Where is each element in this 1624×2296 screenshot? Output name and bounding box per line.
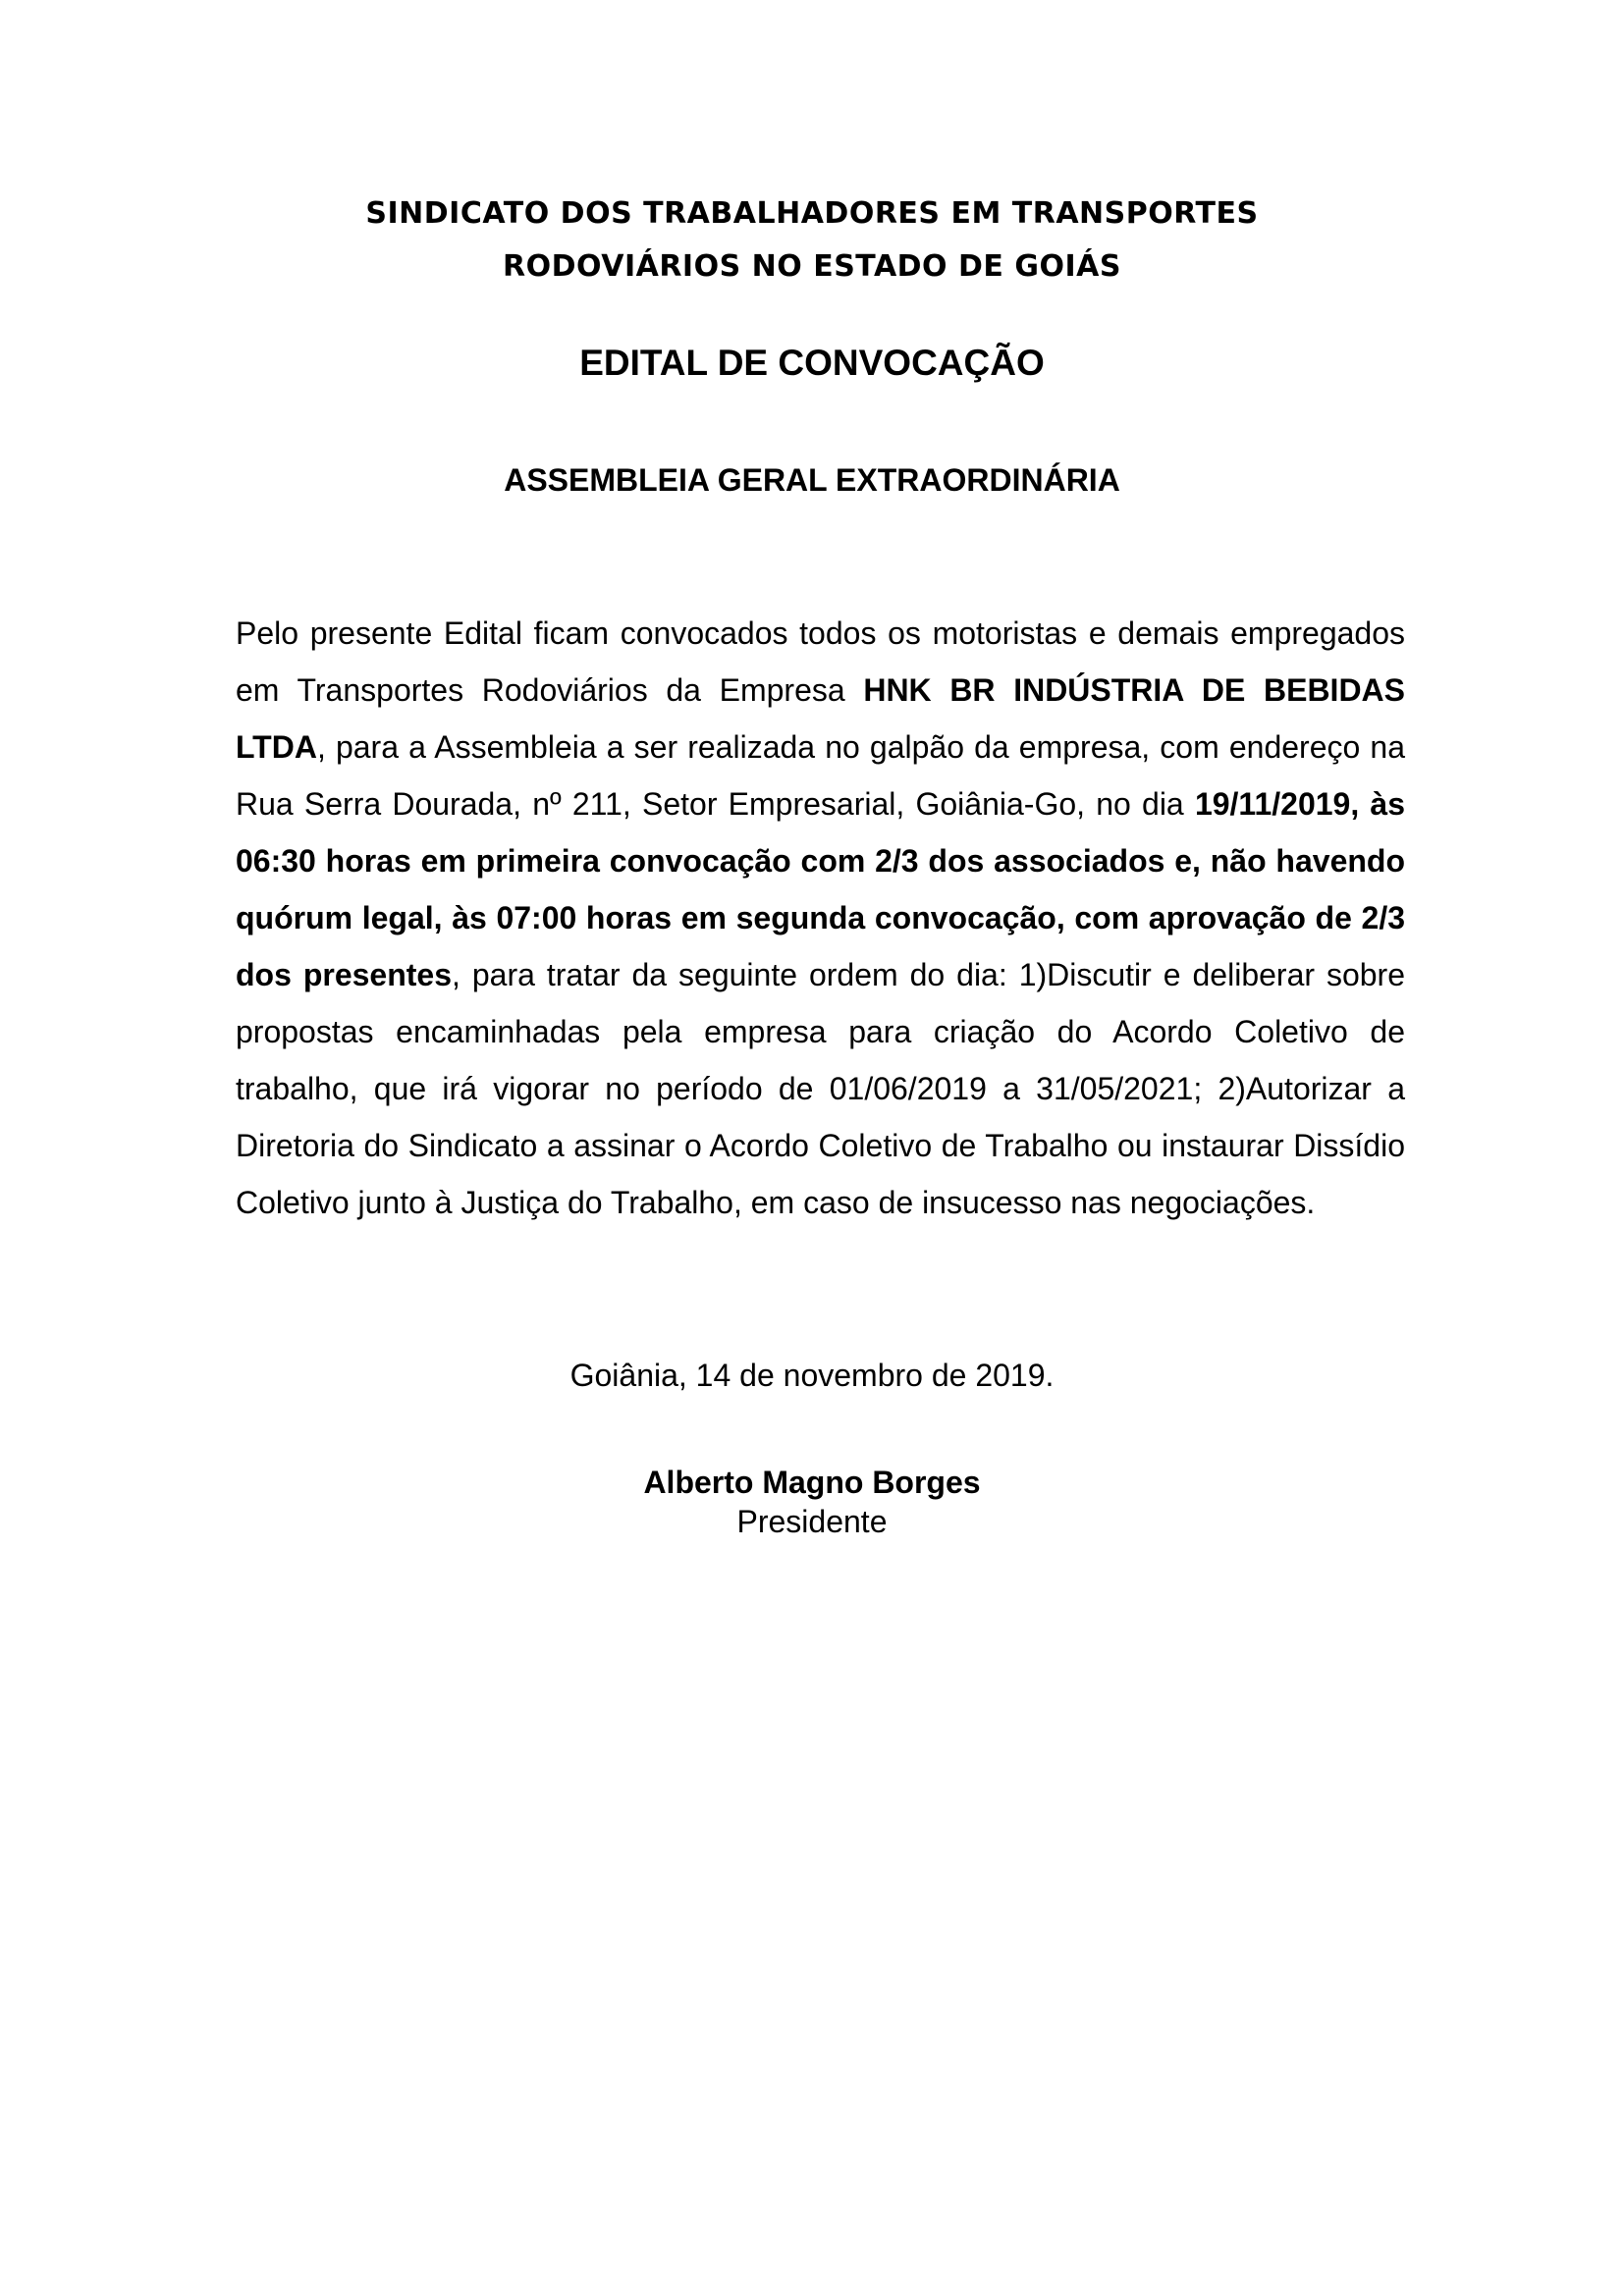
body-text-part-1: Pelo presente Edital ficam convocados todos os motoristas e demais empregados em Transportes Rodoviários da Empresa <box>236 615 1405 708</box>
signer-name: Alberto Magno Borges <box>643 1465 981 1500</box>
document-title: EDITAL DE CONVOCAÇÃO <box>579 343 1045 383</box>
document-subtitle: ASSEMBLEIA GERAL EXTRAORDINÁRIA <box>504 462 1120 498</box>
notice-body <box>236 605 1405 1231</box>
signer-role: Presidente <box>736 1504 888 1539</box>
place-and-date: Goiânia, 14 de novembro de 2019. <box>569 1358 1055 1393</box>
meeting-schedule: 19/11/2019, às 06:30 horas em primeira convocação com 2/3 dos associados e, não havendo quórum legal, às 07:00 horas em segunda convocação, com aprovação de 2/3 dos presentes <box>236 786 1406 992</box>
union-name-line-2: RODOVIÁRIOS NO ESTADO DE GOIÁS <box>503 249 1121 284</box>
union-name-line-1: SINDICATO DOS TRABALHADORES EM TRANSPORTES <box>365 196 1259 231</box>
company-name: HNK BR INDÚSTRIA DE BEBIDAS LTDA <box>236 672 1406 765</box>
body-text-part-2: , para a Assembleia a ser realizada no galpão da empresa, com endereço na Rua Serra Dourada, nº 211, Setor Empresarial, Goiânia-Go, no dia <box>236 729 1405 822</box>
body-text-part-3: , para tratar da seguinte ordem do dia: 1)Discutir e deliberar sobre propostas encaminhadas pela empresa para criação do Acordo Coletivo de trabalho, que irá vigorar no período de 01/06/2019 a 31/05/2021; 2)Autorizar a Diretoria do Sindicato a assinar o Acordo Coletivo de Trabalho ou instaurar Dissídio Coletivo junto à Justiça do Trabalho, em caso de insucesso nas negociações. <box>236 957 1406 1220</box>
